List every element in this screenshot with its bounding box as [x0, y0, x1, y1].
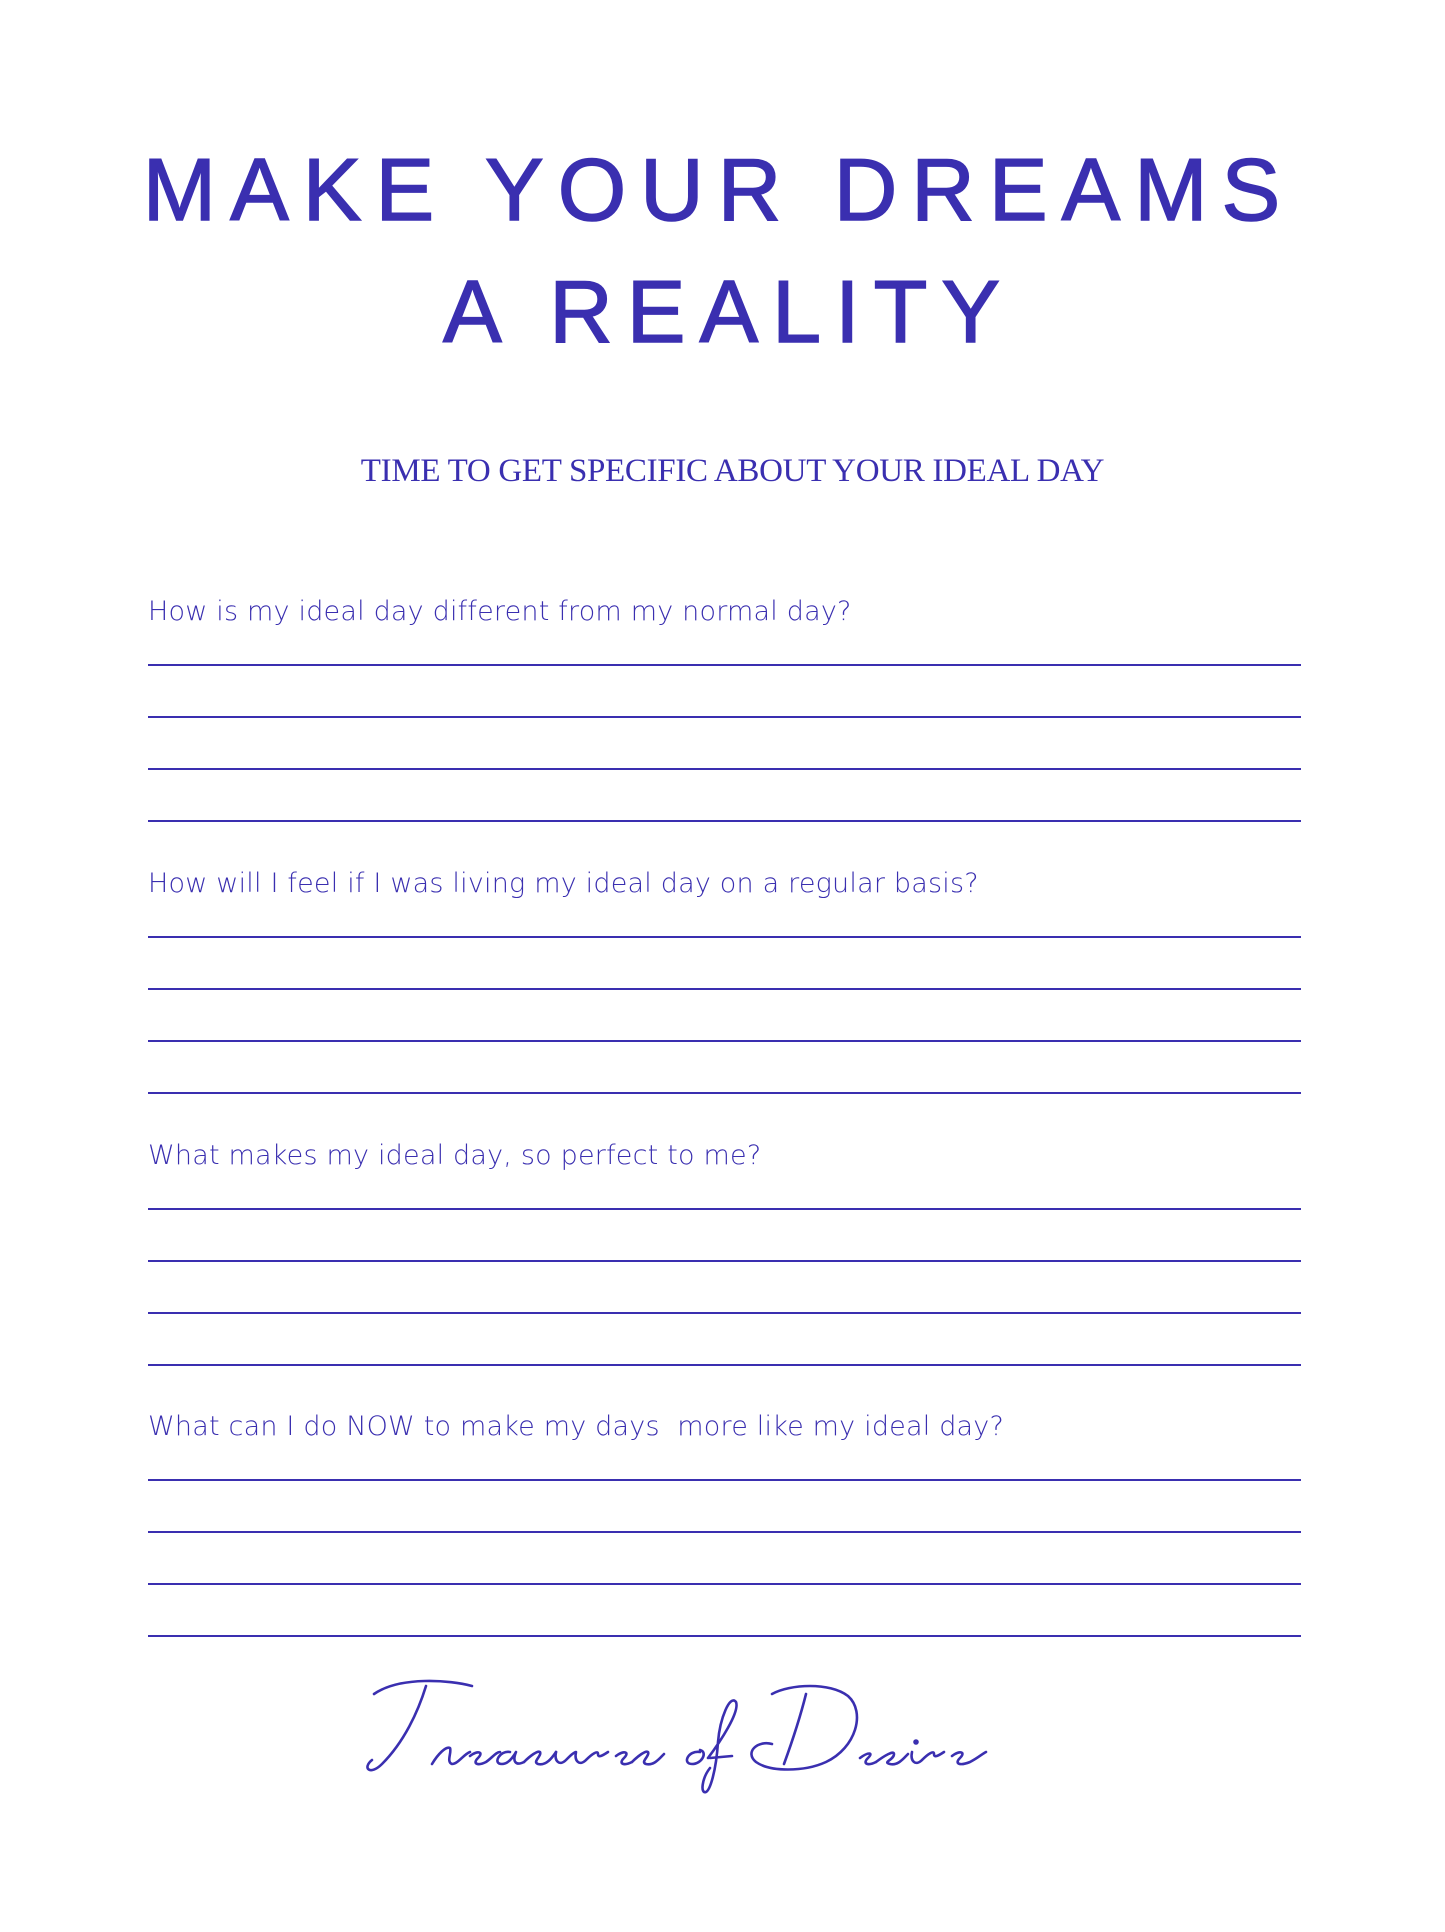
- question-section-1: [148, 598, 1301, 625]
- answer-line[interactable]: [148, 768, 1301, 770]
- answer-line[interactable]: [148, 664, 1301, 666]
- answer-line[interactable]: [148, 1635, 1301, 1637]
- question-section-3: [148, 1142, 1301, 1169]
- brand-logo: [360, 1672, 1020, 1802]
- question-1-text: How is my ideal day different from my normal day?: [148, 596, 852, 627]
- answer-line[interactable]: [148, 1364, 1301, 1366]
- answer-line[interactable]: [148, 1479, 1301, 1481]
- answer-line[interactable]: [148, 1312, 1301, 1314]
- page-subtitle: TIME TO GET SPECIFIC ABOUT YOUR IDEAL DAY: [360, 453, 1105, 489]
- page-title-line2: A REALITY: [442, 262, 1015, 361]
- answer-line[interactable]: [148, 1208, 1301, 1210]
- answer-line[interactable]: [148, 988, 1301, 990]
- answer-line[interactable]: [148, 936, 1301, 938]
- answer-line[interactable]: [148, 1040, 1301, 1042]
- answer-line[interactable]: [148, 820, 1301, 822]
- answer-line[interactable]: [148, 1260, 1301, 1262]
- answer-line[interactable]: [148, 1583, 1301, 1585]
- question-3-text: What makes my ideal day, so perfect to me?: [148, 1140, 762, 1171]
- answer-line[interactable]: [148, 716, 1301, 718]
- question-2-text: How will I feel if I was living my ideal day on a regular basis?: [148, 868, 979, 899]
- question-4-text: What can I do NOW to make my days more like my ideal day?: [148, 1411, 1005, 1442]
- question-section-4: [148, 1413, 1301, 1440]
- answer-line[interactable]: [148, 1092, 1301, 1094]
- question-section-2: [148, 870, 1301, 897]
- page-title-line1: MAKE YOUR DREAMS: [142, 140, 1295, 239]
- answer-line[interactable]: [148, 1531, 1301, 1533]
